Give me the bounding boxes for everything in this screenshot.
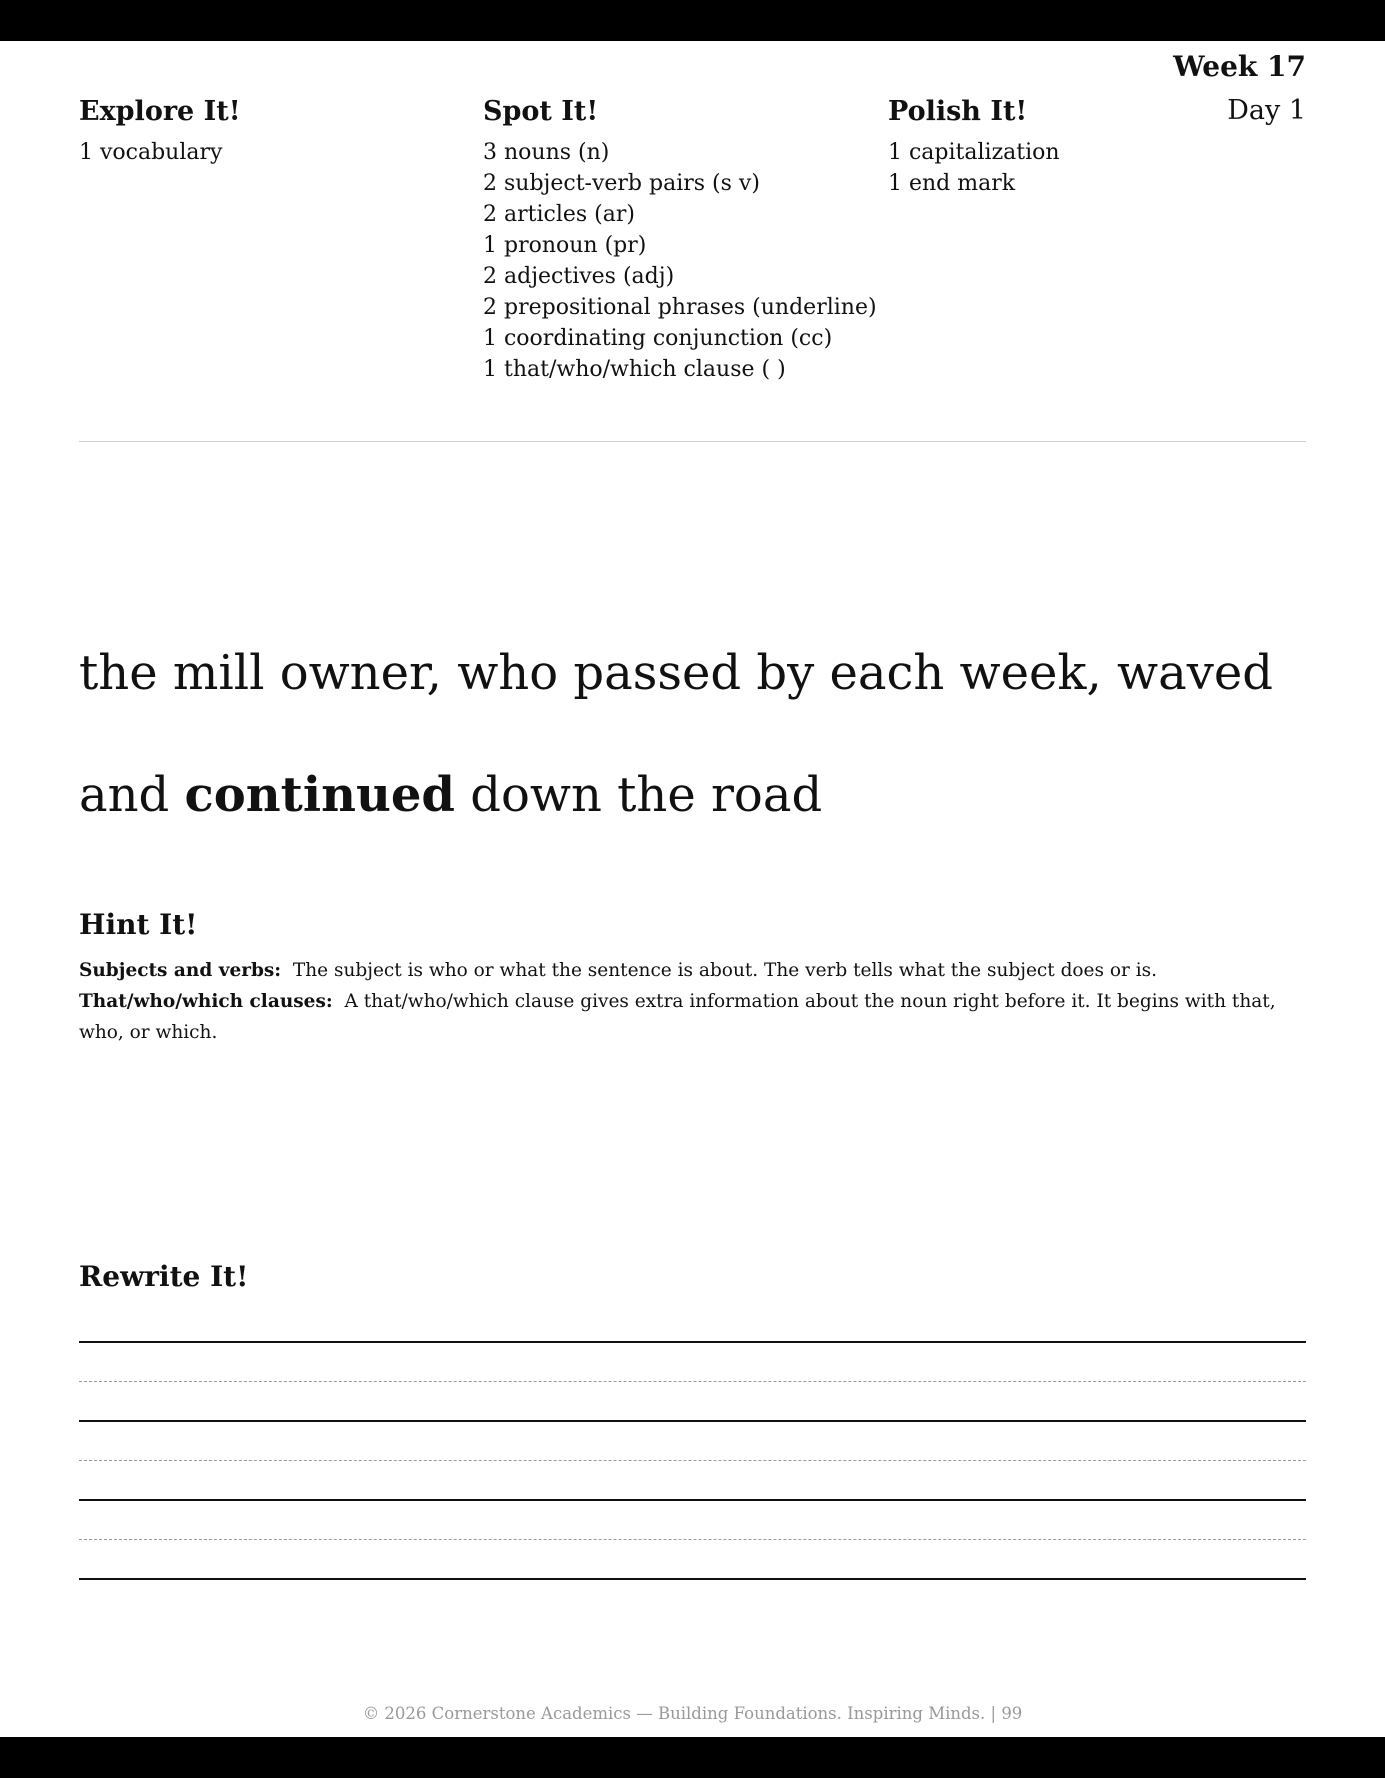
explore-section [79, 95, 241, 168]
vocabulary-word: continued [184, 767, 455, 823]
week-label: Week 17 [1173, 50, 1306, 83]
hint-text: A that/who/which clause gives extra information about the noun right before it. It begins with that, who, or which. [79, 991, 1276, 1043]
polish-heading: Polish It! [888, 96, 1028, 127]
bottom-bar [0, 1737, 1385, 1778]
explore-heading: Explore It! [79, 96, 241, 127]
polish-list [888, 137, 1060, 199]
list-item: 1 capitalization [888, 140, 1060, 165]
spot-heading: Spot It! [483, 96, 599, 127]
hint-text: The subject is who or what the sentence is about. The verb tells what the subject does or is. [292, 960, 1158, 981]
spot-list [483, 137, 877, 385]
list-item: 1 coordinating conjunction (cc) [483, 326, 833, 351]
sentence-part-1: the mill owner, who passed by each week, waved and [79, 645, 1273, 823]
hint-item [79, 986, 1309, 1048]
section-divider [79, 441, 1306, 442]
writing-line-solid [79, 1499, 1306, 1501]
hint-term: That/who/which clauses: [79, 991, 333, 1012]
spot-section [483, 95, 877, 385]
sentence-part-2: down the road [454, 767, 823, 823]
practice-sentence [79, 612, 1319, 856]
list-item: 1 pronoun (pr) [483, 233, 647, 258]
list-item: 1 end mark [888, 171, 1016, 196]
writing-line-dashed [79, 1539, 1306, 1540]
writing-line-solid [79, 1420, 1306, 1422]
polish-section [888, 95, 1060, 199]
list-item: 1 that/who/which clause ( ) [483, 357, 786, 382]
list-item: 2 articles (ar) [483, 202, 635, 227]
top-bar [0, 0, 1385, 41]
hint-body [79, 955, 1309, 1048]
hint-item [79, 955, 1309, 986]
writing-line-dashed [79, 1381, 1306, 1382]
list-item: 2 subject-verb pairs (s v) [483, 171, 760, 196]
list-item: 1 vocabulary [79, 140, 223, 165]
list-item: 2 adjectives (adj) [483, 264, 675, 289]
hint-term: Subjects and verbs: [79, 960, 282, 981]
writing-line-dashed [79, 1460, 1306, 1461]
hint-heading: Hint It! [79, 908, 198, 941]
explore-list [79, 137, 241, 168]
list-item: 3 nouns (n) [483, 140, 610, 165]
writing-line-solid [79, 1341, 1306, 1343]
footer-text: © 2026 Cornerstone Academics — Building Foundations. Inspiring Minds. | 99 [362, 1704, 1023, 1723]
day-label: Day 1 [1227, 95, 1306, 126]
writing-line-solid [79, 1578, 1306, 1580]
rewrite-heading: Rewrite It! [79, 1260, 249, 1293]
list-item: 2 prepositional phrases (underline) [483, 295, 877, 320]
